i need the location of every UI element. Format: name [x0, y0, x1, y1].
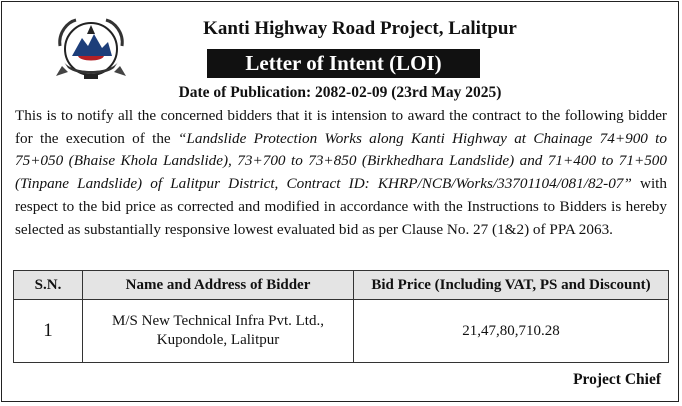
body-conclusion: with respect to the bid price as corrected and modified in accordance with the Instructions to Bidders is hereby selected as substantially responsive lowest evaluated bid as per Clause No. 27 (1&2) of PPA 2063.	[15, 175, 667, 238]
publication-date: Date of Publication: 2082-02-09 (23rd May 2025)	[178, 84, 502, 101]
bidder-address: Kupondole, Lalitpur	[156, 332, 280, 348]
table-header-row	[14, 271, 669, 300]
loi-notice	[1, 1, 679, 402]
body-intro: This is to notify all the concerned bidders that it is intension to award the contract to the following bidder for the execution of the	[15, 107, 667, 147]
column-header-bidder: Name and Address of Bidder	[83, 271, 354, 300]
project-description: “Landslide Protection Works along Kanti Highway at Chainage 74+900 to 75+050 (Bhaise Khola Landslide), 73+700 to 73+850 (Birkhedhara Landslide) and 71+400 to 71+500 (Tinpane Landslide) of Lalitpur District, Contract ID: KHRP/NCB/Works/33701104/081/82-07”	[15, 129, 667, 193]
document-title: Letter of Intent (LOI)	[207, 49, 480, 78]
cell-bidder	[83, 300, 354, 363]
table-row	[14, 300, 669, 363]
cell-bid-price: 21,47,80,710.28	[354, 300, 669, 363]
cell-sn: 1	[14, 300, 83, 363]
bidder-table	[13, 270, 669, 363]
bidder-name: M/S New Technical Infra Pvt. Ltd.,	[112, 313, 324, 329]
column-header-bid-price: Bid Price (Including VAT, PS and Discount)	[354, 271, 669, 300]
notice-body	[15, 105, 667, 241]
column-header-sn: S.N.	[14, 271, 83, 300]
signatory: Project Chief	[573, 371, 661, 388]
organization-title: Kanti Highway Road Project, Lalitpur	[203, 18, 517, 39]
